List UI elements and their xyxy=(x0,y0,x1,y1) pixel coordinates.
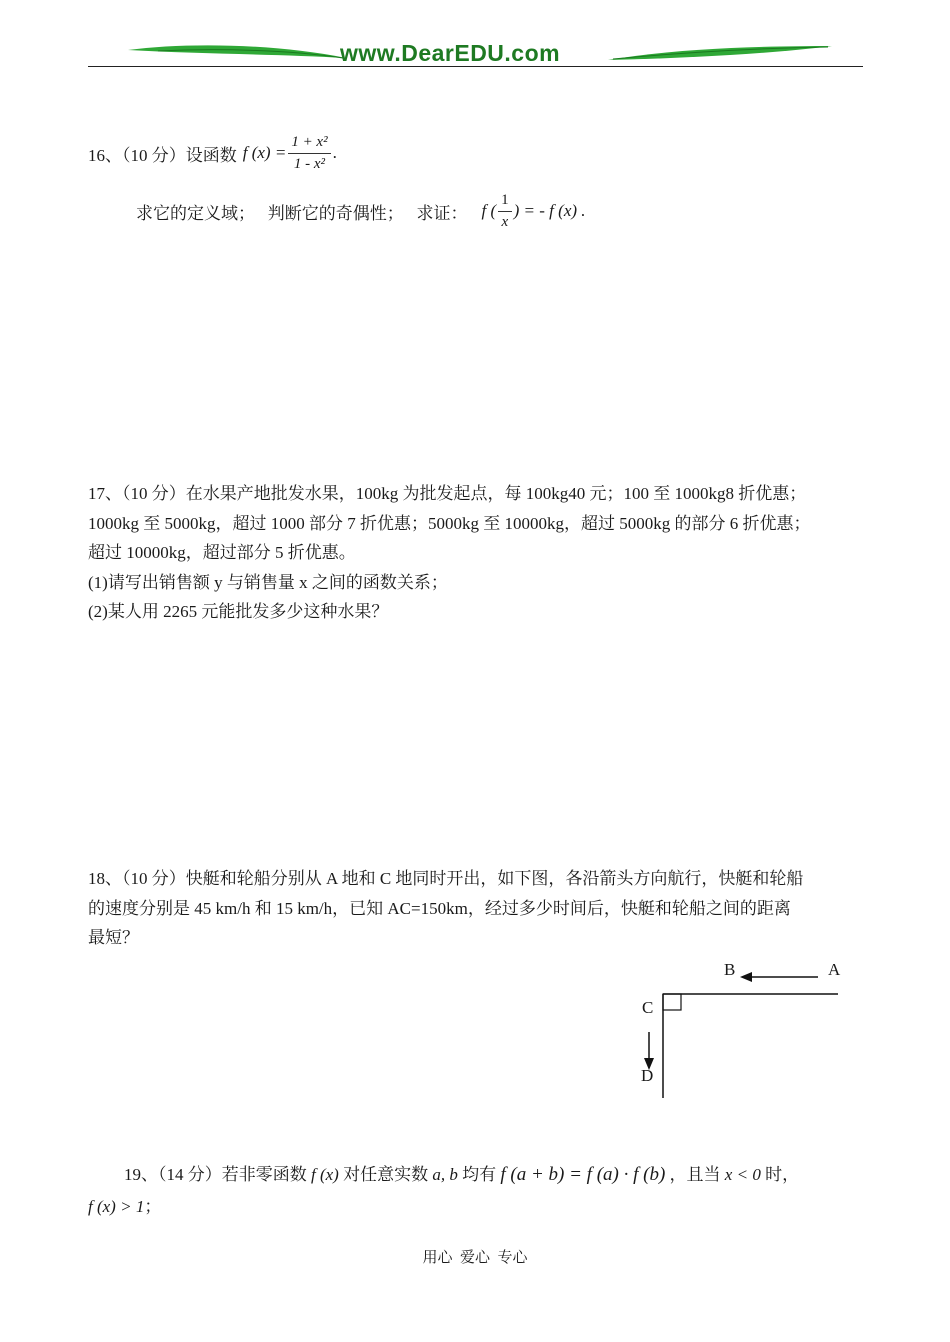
proof-denominator: x xyxy=(501,213,509,230)
problem-17 xyxy=(88,479,868,627)
problem-16-end: . xyxy=(332,143,337,162)
fraction-numerator: 1 + x² xyxy=(288,133,330,154)
problem-16-fraction xyxy=(288,133,330,174)
problem-19-text-2: 对任意实数 xyxy=(343,1165,429,1184)
problem-18-line: 最短？ xyxy=(88,928,139,947)
problem-19-text-5: 时， xyxy=(765,1165,800,1184)
problem-19-inequality: f (x) > 1 xyxy=(88,1197,145,1216)
right-leaf-decoration xyxy=(608,42,833,66)
page-header xyxy=(0,0,950,70)
problem-19-fx: f (x) xyxy=(311,1165,339,1184)
problem-19-line-2-end: ； xyxy=(144,1197,162,1216)
problem-16-statement xyxy=(88,128,868,178)
problem-19-ab: a, b xyxy=(432,1165,458,1184)
problem-17-part-2: (2)某人用 2265 元能批发多少这种水果？ xyxy=(88,602,389,621)
problem-19-condition: x < 0 xyxy=(724,1165,761,1184)
problem-18 xyxy=(88,864,868,953)
page-footer: 用心 爱心 专心 xyxy=(422,1250,528,1266)
problem-16-function: f (x) = xyxy=(242,143,287,162)
problem-18-line: 18、（10 分）快艇和轮船分别从 A 地和 C 地同时开出，如下图，各沿箭头方向航行，快艇和轮船 xyxy=(88,869,804,888)
problem-18-line: 的速度分别是 45 km/h 和 15 km/h，已知 AC=150km，经过多少时间后，快艇和轮船之间的距离 xyxy=(88,898,791,918)
fraction-denominator: 1 - x² xyxy=(293,155,326,172)
problem-19-text-4: ，且当 xyxy=(669,1165,721,1184)
problem-19-line-1 xyxy=(88,1160,878,1190)
problem-17-line: 1000kg 至 5000kg，超过 1000 部分 7 折优惠；5000kg 至 10000kg，超过 5000kg 的部分 6 折优惠； xyxy=(88,513,811,533)
problem-17-line: 超过 10000kg，超过部分 5 折优惠。 xyxy=(88,543,356,562)
problem-16-task-text: 求它的定义域； 判断它的奇偶性； 求证： xyxy=(136,203,468,223)
problem-19-text-3: 均有 xyxy=(462,1165,497,1184)
ship-diagram xyxy=(630,958,860,1108)
problem-17-part-1: (1)请写出销售额 y 与销售量 x 之间的函数关系； xyxy=(88,572,448,592)
problem-16-intro: 16、（10 分）设函数 xyxy=(88,145,237,165)
problem-16 xyxy=(88,128,868,238)
problem-16-tasks xyxy=(88,184,868,238)
label-b: B xyxy=(724,960,736,979)
problem-19-line-2 xyxy=(88,1192,878,1222)
site-logo-text: www.DearEDU.com xyxy=(340,40,561,66)
problem-19-equation: f (a + b) = f (a) · f (b) xyxy=(500,1164,666,1185)
proof-lhs: f ( xyxy=(481,201,497,220)
left-leaf-decoration xyxy=(128,42,348,66)
problem-17-line: 17、（10 分）在水果产地批发水果，100kg 为批发起点，每 100kg40 元；100 至 1000kg8 折优惠； xyxy=(88,484,807,503)
proof-numerator: 1 xyxy=(498,191,512,212)
problem-19-intro: 19、（14 分）若非零函数 xyxy=(124,1165,307,1184)
problem-19 xyxy=(88,1160,878,1222)
label-d: D xyxy=(641,1066,654,1085)
arrow-a-to-b-head xyxy=(740,972,752,982)
header-rule xyxy=(88,66,863,67)
label-c: C xyxy=(642,998,654,1017)
ship-diagram-svg xyxy=(630,958,860,1108)
proof-rhs: ) = - f (x) . xyxy=(513,201,586,220)
proof-fraction xyxy=(498,191,512,232)
label-a: A xyxy=(828,960,841,979)
right-angle-marker xyxy=(663,994,681,1010)
